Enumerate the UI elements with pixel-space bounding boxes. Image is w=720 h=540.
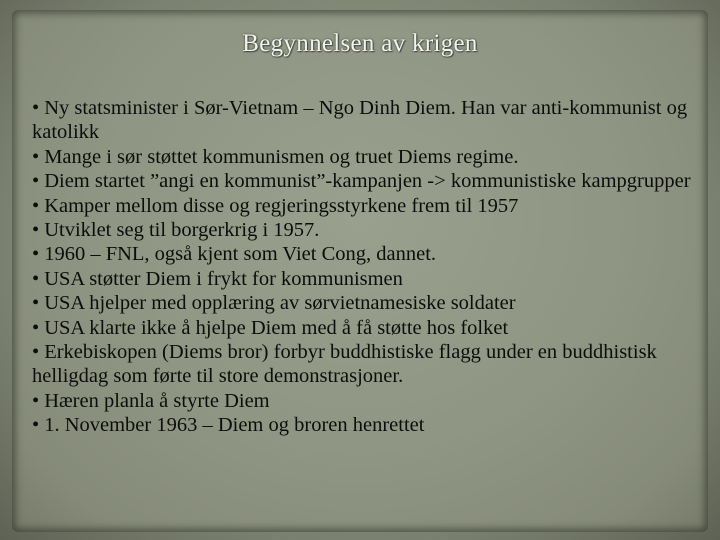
bullet-item (32, 242, 702, 266)
bullet-text: Ny statsminister i Sør-Vietnam – Ngo Dinh Diem. Han var anti-kommunist og katolikk (32, 97, 688, 144)
bullet-item (32, 194, 702, 218)
bullet-text: USA støtter Diem i frykt for kommunismen (44, 267, 403, 290)
bullet-text: Erkebiskopen (Diems bror) forbyr buddhistiske flagg under en buddhistisk helligdag som førte til store demonstrasjoner. (32, 341, 657, 388)
bullet-marker: • (32, 292, 40, 315)
bullet-marker: • (32, 97, 40, 119)
bullet-marker: • (32, 414, 40, 437)
bullet-item (32, 145, 702, 169)
bullet-text: 1960 – FNL, også kjent som Viet Cong, dannet. (44, 243, 437, 266)
bullet-item (32, 218, 702, 242)
bullet-marker: • (32, 170, 40, 193)
bullet-marker: • (32, 194, 40, 217)
bullet-item (32, 291, 702, 315)
bullet-text: Hæren planla å styrte Diem (44, 389, 270, 412)
bullet-item (32, 413, 702, 437)
bullet-marker: • (32, 243, 40, 266)
bullet-text: USA klarte ikke å hjelpe Diem med å få støtte hos folket (44, 316, 509, 339)
bullet-item (32, 389, 702, 413)
bullet-item (32, 267, 702, 291)
bullet-item (32, 169, 702, 193)
bullet-text: 1. November 1963 – Diem og broren henrettet (44, 414, 425, 437)
bullet-marker: • (32, 145, 40, 168)
bullet-marker: • (32, 316, 40, 339)
bullet-text: USA hjelper med opplæring av sørvietnamesiske soldater (44, 292, 516, 315)
bullet-item (32, 340, 702, 389)
bullet-marker: • (32, 389, 40, 412)
bullet-item (32, 96, 702, 145)
bullet-text: Kamper mellom disse og regjeringsstyrkene frem til 1957 (44, 194, 519, 217)
bullet-marker: • (32, 267, 40, 290)
bullet-marker: • (32, 341, 40, 364)
slide-title: Begynnelsen av krigen (242, 30, 478, 57)
bullet-text: Mange i sør støttet kommunismen og truet Diems regime. (44, 145, 519, 168)
bullet-text: Diem startet ”angi en kommunist”-kampanjen -> kommunistiske kampgrupper (44, 170, 691, 193)
bullet-marker: • (32, 219, 40, 242)
bullet-list (32, 96, 702, 438)
bullet-text: Utviklet seg til borgerkrig i 1957. (44, 219, 320, 242)
bullet-item (32, 316, 702, 340)
